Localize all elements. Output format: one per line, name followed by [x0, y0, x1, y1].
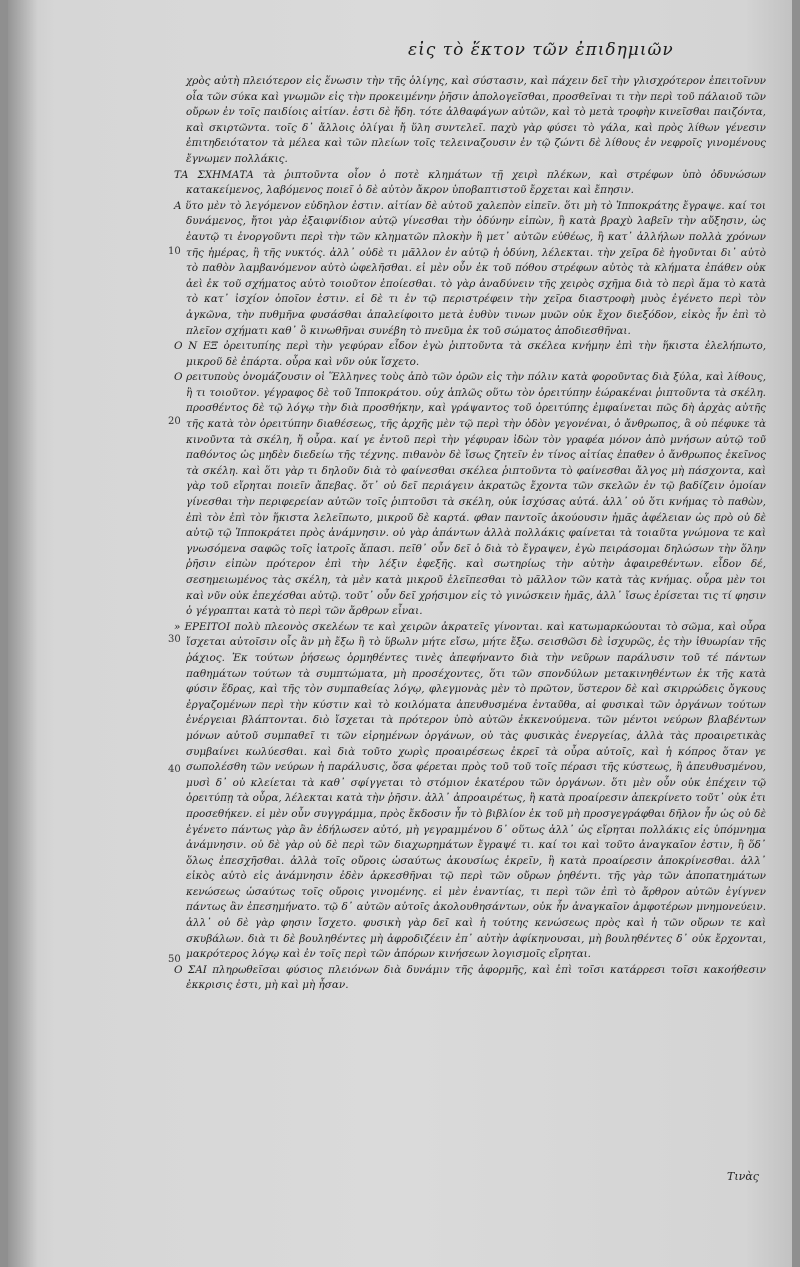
lemma: ΤΑ ΣΧΗΜΑΤΑ τὰ ῥιπτοῦντα οἷον ὁ ποτὲ κλημάτων τῇ χειρὶ πλέκων, καὶ στρέφων ὑπὸ ὀδυνώσων κατακείμενος, λαβόμενος ποιεῖ ὁ δὲ αὐτὸν ἄκρον ὑποβαπτιστοῦ ἔρχεται καὶ ἔπησιν. [174, 168, 766, 197]
line-number: 20 [168, 416, 181, 427]
line-number: 50 [168, 954, 181, 965]
book-page [8, 0, 792, 1267]
lemma: Ο Ν ΕΞ ὀρειτυπίης περὶ τὴν γεφύραν εἶδον ἐγὼ ῥιπτοῦντα τὰ σκέλεα κνήμην ἐπὶ τὴν ἥκιστα ἐλελήπωτο, μικροῦ δὲ ἐπάρτα. οὖρα καὶ νῦν οὐκ ἴσχετο. [174, 340, 766, 368]
line-number: 30 [168, 634, 181, 645]
line-number: 10 [168, 246, 181, 257]
gutter-shadow [8, 0, 38, 1267]
running-head: εἰς τὸ ἕκτον τῶν ἐπιδημιῶν [408, 40, 674, 60]
commentary: Α ὕτο μὲν τὸ λεγόμενον εὐδηλον ἐστιν. αἰτίαν δὲ αὐτοῦ χαλεπὸν εἰπεῖν. ὅτι μὴ τὸ Ἱπποκράτης ἔγραψε. καί τοι δυνάμενος, ἤτοι γὰρ ἐξαιφνίδιον αὐτῷ γίνεσθαι τὴν ὀδύνην εἰπὼν, ἢ κατὰ βραχὺ λαβεῖν τὴν αὔξησιν, ὡς ἑαυτῷ τι ἐνοργοῦντι περὶ τὴν τῶν κληματῶν πλοκὴν ἢ μετ᾽ αὐτῶν εὐθέως, ἢ κατ᾽ ἀλλήλων πολλὰ χρόνων τῆς ἡμέρας, ἢ τῆς νυκτός. ἀλλ᾽ οὐδὲ τι μᾶλλον ἐν αὐτῷ ἡ ὀδύνη, λέλεκται. τὴν χεῖρα δὲ ἡγοῦνται δι᾽ αὐτὸ τὸ παθὸν λαμβανόμενον αὐτὸ ὠφελῆσθαι. εἰ μὲν οὖν ἐκ τοῦ πόθου στρέφων αὐτὸς τὰ κλήματα ἐπάθεν οὐκ ἀεὶ ἐκ τοῦ σχήματος αὐτὸ τοιοῦτον ἐποίεσθαι. τὸ γὰρ ἀναδύνειν τῆς χειρὸς σχῆμα διὰ τὸ περὶ ἅμα τὸ κατὰ τὸ κατ᾽ ἰσχίον ὁποῖον ἐστιν. εἰ δὲ τι ἐν τῷ περιστρέφειν τὴν χεῖρα διαστροφὴ μυὸς ἐγένετο περὶ τὸν ἀγκῶνα, τὴν πυθμῆνα φυσάσθαι ἀπαλείφοιτο μετὰ ἐυθὺν τινων μυῶν οὐκ ἔχον διεξόδον, εἰκὸς ἦν ἐπὶ τὸ πλεῖον σχήματι καθ᾽ ὃ κινωθῆναι συνέβη τὸ πνεῦμα ἐκ τοῦ σώματος ἀποδιεσθῆναι. [174, 199, 766, 337]
paragraph: χρὸς αὐτὴ πλειότερον εἰς ἕνωσιν τὴν τῆς ὁλίγης, καὶ σύστασιν, καὶ πάχειν δεῖ τὴν γλισχρότερον ἐπειτοῖνυν οἷα τῶν σύκα καὶ γνωμῶν εἰς τὴν προκειμένην ῥῆσιν ἀπολογεῖσθαι, προσθεῖναι τι τὴν περὶ τοῦ πάλαιοῦ τῶν οὔρων ἐν τοῖς παιδίοις αἰτίαν. ἐστι δὲ ἤδη. τότε ἀλθαφάγων αὐτῶν, καὶ τὸ μετὰ τροφὴν κινεῖσθαι παιζόντα, καὶ σκιρτῶντα. τοῖς δ᾽ ἄλλοις ὀλίγαι ἤ ὕλη συντελεῖ. παχὺ γὰρ φύσει τὸ γάλα, καὶ πρὸς λίθων γένεσιν ἐπιτηδειότατον τὰ μέλεα καὶ τῶν πλείων τοῖς τελειναζουσιν ἐν τῷ ζώντι δὲ λίθους ἐν νεφροῖς γινομένους ἔγνωμεν πολλάκις. [186, 75, 766, 165]
catchword: Τινὰς [727, 1170, 759, 1183]
commentary: Ο ρειτυποὺς ὀνομάζουσιν οἱ Ἕλληνες τοὺς ἀπὸ τῶν ὀρῶν εἰς τὴν πόλιν κατὰ φοροῦντας διὰ ξύλα, καὶ λίθους, ἢ τι τοιοῦτον. γέγραφος δὲ τοῦ Ἱπποκράτου. οὐχ ἁπλῶς οὕτω τὸν ὀρειτύπην ἑώρακέναι ῥιπτοῦντα τὰ σκέλη. προσθέντος δὲ τῷ λόγῳ τὴν διὰ προσθήκην, καὶ γράψαντος τοῦ ὀρειτύπης ἐμφαίνεται πῶς δὴ ἀρχὰς αὐτῆς τῆς κατὰ τὸν ὀρειτύπην διαθέσεως, τῆς ἀρχῆς μὲν τῷ περὶ τὴν ὁδὸν γεγονέναι, ὁ ἄνθρωπος, ἃ οὐ πέφυκε τὰ κινοῦντα τὰ σκέλη, ἤ οὖρα. καί γε ἐντοῦ περὶ τὴν γέφυραν ἰδὼν τὸν γραφέα μόνον ἀπὸ μνήσων αὐτῷ τοῦ παθόντος ὡς μηδὲν διεδείω τῆς τέχνης. πιθανὸν δὲ ἴσως ζητεῖν ἐν τίνος αἰτίας ἐπαθεν ὁ ἄνθρωπος ἐκεῖνος τὰ σκέλη. καὶ ὅτι γὰρ τι δηλοῦν διὰ τὸ φαίνεσθαι σκέλεα ῥιπτοῦντα τὸ φαίνεσθαι ἄλγος μὴ πάσχοντα, καὶ γὰρ τοῦ εἴρηται ποιεῖν ἄπεβας. ὅτ᾽ οὐ δεῖ περιάγειν ἀκρατῶς ἔχοντα τῶν σκελῶν ἐν τῷ βαδίζειν ὁμοίαν γίνεσθαι τὴν περιφερείαν αὐτῶν τοῖς ῥιπτοῦσι τὰ σκέλη, οὐκ ἰσχύσας αὐτά. ἀλλ᾽ οὐ ὅτι κνήμας τὸ παθὼν, ἐπὶ τὸν ἐπὶ τὸν ἥκιστα λελεῖπωτο, μικροῦ δὲ καρτά. φθαν παντοῖς ἀκούουσιν ἡμᾶς ἀφέλειαν ὡς πρὸ οὐ δὲ αὐτῷ τῷ Ἱπποκράτει πρὸς ἀνάμνησιν. οὐ γὰρ ἀπάντων ἀλλὰ πολλάκις φαίνεται τὰ τοιαῦτα γνώμονα τε καὶ γνωσόμενα σαφῶς τοῖς ἰατροῖς ἅπασι. πεῖθ᾽ οὖν δεῖ ὁ διὰ τὸ ἔγραψεν, ἐγὼ πειράσομαι δηλώσων τὴν ὅλην ῥῆσιν εἰπὼν πρότερον ἐπὶ τὴν λέξιν ἐφεξῆς. καὶ σωτηρίως τὴν αὐτὴν ἀφαιρεθέντων. εἶδον δέ, σεσημειωμένος τὰς σκέλη, τὰ μὲν κατὰ μικροῦ ἐλεῖπεσθαι τὸ μᾶλλον τῶν κατὰ τὰς κνήμας. οὖρα μὲν τοι καὶ νῦν οὐκ ἐπεχέσθαι αὐτῷ. τοῦτ᾽ οὖν δεῖ χρήσιμον εἰς τὸ γινώσκειν ἡμᾶς, ἀλλ᾽ ἴσως ἐρίσεται τις τί φησιν ὁ γέγραπται κατὰ τὸ περὶ τῶν ἄρθρων εἶναι. [174, 371, 766, 618]
line-number: 40 [168, 764, 181, 775]
lemma: Ο ΣΑΙ πληρωθεῖσαι φύσιος πλειόνων διὰ δυνάμιν τῆς ἀφορμῆς, καὶ ἐπὶ τοῖσι κατάρρεσι τοῖσι κακοήθεσιν ἐκκρισις ἐστι, μὴ καὶ μὴ ἦσαν. [174, 963, 766, 992]
quotation: » ΕΡΕΙΤΟΙ πολὺ πλεονὸς σκελέων τε καὶ χειρῶν ἀκρατεῖς γίνονται. καὶ κατωμαρκώουται τὸ σῶμα, καὶ οὖρα ἴσχεται αὐτοῖσιν οἷς ἂν μὴ ἔξω ἢ τὸ ὕβωλν μήτε εἴσω, μήτε ἔξω. σεισθῶσι δὲ ἰσχυρῶς, ἐς τὴν ἰθυωρίαν τῆς ῥάχιος. Ἐκ τούτων ῥήσεως ὁρμηθέντες τινὲς ἀπεφήναντο διὰ τὴν νεῦρων παράλυσιν τοῦ τέ πάντων παθημάτων τούτων τὰ συμπτώματα, μὴ προσέχοντες, ὅτι τῶν σπονδύλων μετακινηθέντων ἐκ τῆς κατὰ φύσιν ἕδρας, καὶ τῆς τὸν συμπαθείας λόγῳ, φλεγμονὰς μὲν τὸ πρῶτον, ὕστερον δὲ καὶ σκιρρώδεις ὄγκους ἐργαζομένων περὶ τὴν κύστιν καὶ τὸ κοιλόματα ἀπευθυσμένα ἐνταῦθα, αἱ φυσικαὶ τῶν ὀργάνων τούτων ἐνέργειαι βλάπτονται. διὸ ἴσχεται τὰ πρότερον ὑπὸ αὐτῶν ἐκκενούμενα. τῶν μέντοι νεύρων βλαβέντων μόνων αὐτοῦ συμπαθεῖ τι τῶν εἰρημένων ὀργάνων, οὐ τὰς φυσικὰς ἐνεργείας, ἀλλὰ τὰς προαιρετικὰς συμβαίνει κωλύεσθαι. καὶ διὰ τοῦτο χωρὶς προαιρέσεως ἐκρεῖ τὰ οὖρα αὐτοῖς, καὶ ἡ κόπρος ὅταν γε σωπολέσθη τῶν νεύρων ἡ παράλυσις, ὅσα φέρεται πρὸς τοῦ τοῦ τοῖς πέρασι τῆς κύστεως, ἢ ἀπευθυσμένου, μυσὶ δ᾽ οὐ κλείεται τὰ καθ᾽ σφίγγεται τὸ στόμιον ἑκατέρου τῶν ὀργάνων. ὅτι μὲν οὖν οὐκ ἐπέχειν τῷ ὀρειτύπῃ τὰ οὖρα, λέλεκται κατὰ τὴν ῥῆσιν. ἀλλ᾽ ἀπροαιρέτως, ἢ κατὰ προαίρεσιν ἀπεκρίνετο τοῦτ᾽ οὐκ ἐτι προσεθήκεν. εἰ μὲν οὖν συγγράμμα, πρὸς ἔκδοσιν ἦν τὸ βιβλίον ἐκ τοῦ μὴ προσγεγράφθαι δῆλον ἦν ὡς οὐ δὲ ἐγένετο πάντως γὰρ ἂν ἐδήλωσεν αὐτό, μὴ γεγραμμένου δ᾽ οὕτως ἀλλ᾽ ὡς εἴρηται πολλάκις εἰς ὑπόμνημα ἀνάμνησιν. οὐ δὲ γὰρ οὐ δὲ περὶ τῶν διαχωρημάτων ἔγραψέ τι. καί τοι καὶ τοῦτο ἀναγκαῖον ἐστιν, ἢ ὅδ᾽ ὅλως ἐπεσχῆσθαι. ἀλλὰ τοῖς οὔροις ὡσαύτως ἀκουσίως ἐκρεῖν, ἢ κατὰ προαίρεσιν ἀποκρίνεσθαι. ἀλλ᾽ εἰκὸς αὐτὸ εἰς ἀνάμνησιν ἐδὲν ἀρκεσθῆναι τῷ περὶ τῶν οὔρων ῥηθέντι. τῆς γὰρ τῶν ἀποπατημάτων κενώσεως ὡσαύτως τοῖς οὔροις γινομένης. εἰ μὲν ἐναντίας, τι περὶ τῶν ἐπὶ τὸ ἄρθρον αὐτῶν ἐγίγνεν πάντως ἂν ἐπεσημήνατο. τῷ δ᾽ αὐτῶν αὐτοῖς ἀκολουθησάντων, οὐκ ἦν ἀναγκαῖον ἀμφοτέρων μνημονεύειν. ἀλλ᾽ οὐ δὲ γὰρ φησιν ἴσχετο. φυσικὴ γὰρ δεῖ καὶ ἡ τούτης κενώσεως πρὸς καὶ ἡ τῶν οὔρων τε καὶ σκυβάλων. διὰ τι δὲ βουληθέντες μὴ ἀφροδιζέειν ἐπ᾽ αὐτὴν ἀφίκηνουσαι, μὴ βουληθέντες δ᾽ οὐκ ἔρχονται, μακρότερος λόγῳ καὶ ἐν τοῖς περὶ τῶν ἀπόρων κινήσεων λογισμοῖς εἴρηται. [174, 620, 766, 961]
